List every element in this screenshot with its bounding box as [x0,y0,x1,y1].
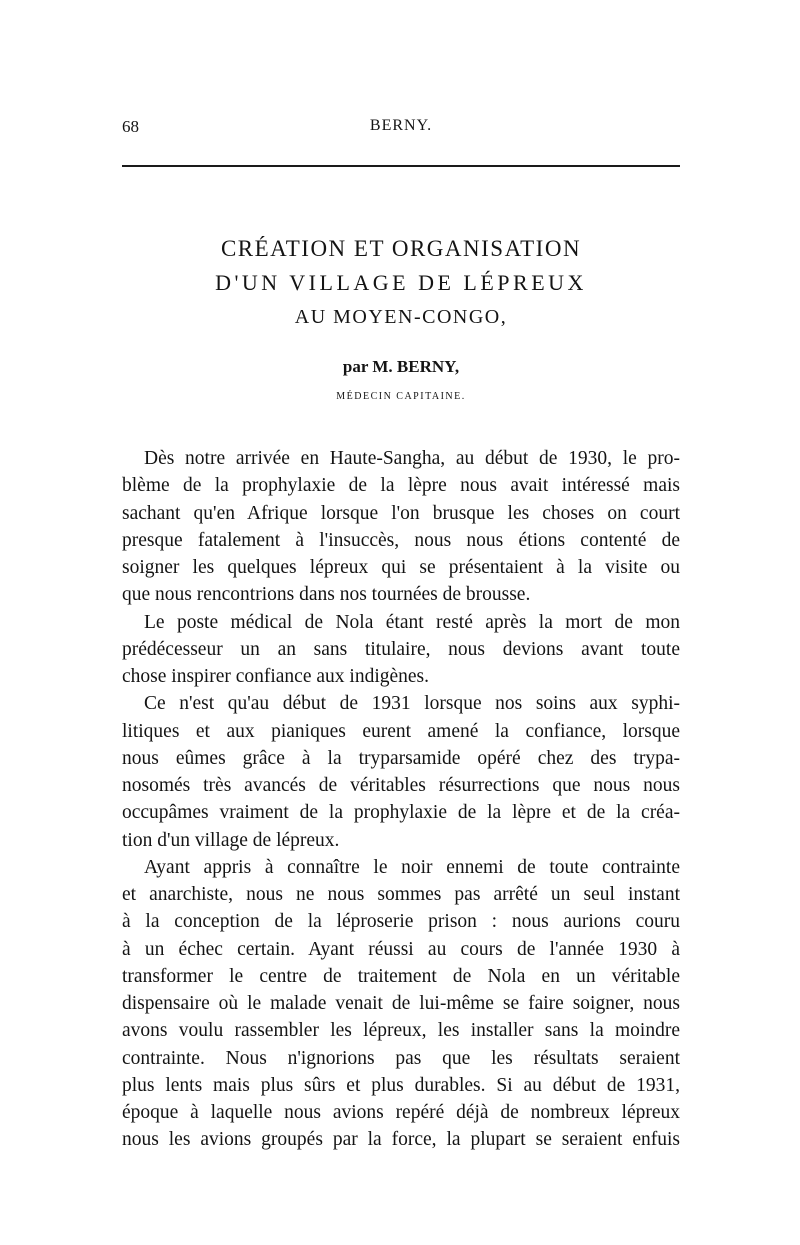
text-line: que nous rencontrions dans nos tournées de brousse. [122,584,531,606]
title-line-2: D'UN VILLAGE DE LÉPREUX [215,270,587,295]
header-rule [122,165,680,167]
text-line: avons voulu rassembler les lépreux, les installer sans la moindre [122,1020,680,1042]
text-line: nous les avions groupés par la force, la plupart se seraient enfuis [122,1129,680,1151]
body-text [122,445,680,1154]
title-line-1: CRÉATION ET ORGANISATION [220,236,582,261]
author-role: MÉDECIN CAPITAINE. [336,391,466,402]
text-line: blème de la prophylaxie de la lèpre nous avait intéressé mais [122,475,680,497]
text-line: nous eûmes grâce à la tryparsamide opéré chez des trypa- [122,747,680,769]
text-line: Ce n'est qu'au début de 1931 lorsque nos soins aux syphi- [144,693,680,715]
text-line: dispensaire où le malade venait de lui-même se faire soigner, nous [122,993,680,1014]
text-line: époque à laquelle nous avions repéré déjà de nombreux lépreux [122,1102,680,1123]
text-line: chose inspirer confiance aux indigènes. [122,666,430,687]
text-line: prédécesseur un an sans titulaire, nous devions avant toute [122,638,680,660]
text-line: contrainte. Nous n'ignorions pas que les résultats seraient [122,1047,680,1069]
text-line: litiques et aux pianiques eurent amené la confiance, lorsque [122,720,680,742]
text-line: Le poste médical de Nola étant resté après la mort de mon [144,611,680,633]
author-byline: par M. BERNY, [342,357,460,376]
page-header [122,117,680,143]
text-line: plus lents mais plus sûrs et plus durables. Si au début de 1931, [122,1074,680,1096]
text-line: occupâmes vraiment de la prophylaxie de la lèpre et de la créa- [122,802,680,824]
text-line: presque fatalement à l'insuccès, nous nous étions contenté de [122,529,680,551]
page-number: 68 [122,117,139,136]
text-line: transformer le centre de traitement de Nola en un véritable [122,965,680,987]
text-line: soigner les quelques lépreux qui se présentaient à la visite ou [122,557,680,578]
text-line: Ayant appris à connaître le noir ennemi de toute contrainte [144,856,680,878]
text-line: à un échec certain. Ayant réussi au cours de l'année 1930 à [122,938,680,960]
text-line: Dès notre arrivée en Haute-Sangha, au début de 1930, le pro- [144,448,680,469]
text-line: nosomés très avancés de véritables résurrections que nous nous [122,775,680,796]
text-line: et anarchiste, nous ne nous sommes pas arrêté un seul instant [122,884,680,905]
article-title [122,232,680,334]
text-line: tion d'un village de lépreux. [122,829,340,851]
text-line: à la conception de la léproserie prison : nous aurions couru [122,911,680,933]
text-line: sachant qu'en Afrique lorsque l'on brusque les choses on court [122,502,680,524]
title-line-3: AU MOYEN-CONGO, [294,306,508,328]
running-head: BERNY. [369,117,433,134]
